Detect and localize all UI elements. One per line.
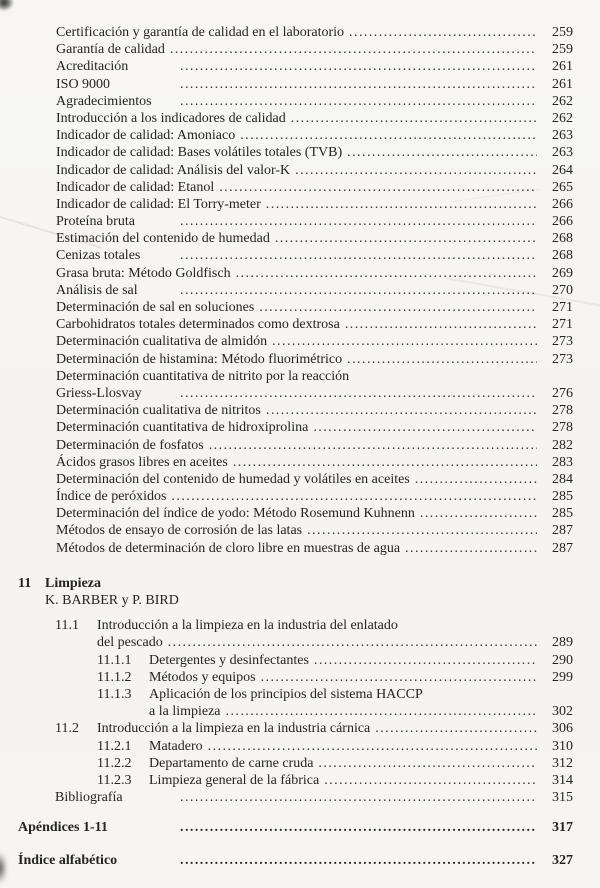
section-page: 314 [552,772,573,788]
dot-leader [171,488,537,505]
dot-leader [180,789,537,806]
toc-entry [56,230,573,247]
dot-leader [219,179,537,196]
chapter-section-row [97,652,573,669]
toc-entry-page: 266 [552,214,573,230]
back-matter-page: 317 [552,820,573,836]
toc-entry [56,437,573,454]
toc-entry [56,144,573,161]
toc-entry-page: 262 [552,110,573,126]
toc-entry-label: Determinación cualitativa de almidón [56,334,268,350]
toc-entry [56,522,573,539]
section-number: 11.2.3 [97,772,132,788]
toc-entry [56,282,573,299]
toc-entry [56,76,573,93]
chapter-title: Limpieza [45,575,101,591]
toc-entry-page: 263 [552,128,573,144]
dot-leader [349,24,537,41]
toc-entry [56,333,573,350]
toc-entry-label: Proteína bruta [56,214,135,230]
dot-leader [345,316,537,333]
dot-leader [236,265,537,282]
dot-leader [295,162,537,179]
toc-entry [56,110,573,127]
toc-entry [56,471,573,488]
toc-entry-page: 263 [552,145,573,161]
scan-artifact-corner-smudge [0,0,14,11]
dot-leader [180,247,537,264]
toc-entry-page: 285 [552,489,573,505]
toc-entry-label: Métodos de ensayo de corrosión de las latas [56,523,303,539]
dot-leader [180,76,537,93]
toc-entry-page: 261 [552,59,573,75]
dot-leader [208,738,537,755]
section-number: 11.1.1 [97,652,132,668]
dot-leader [291,110,537,127]
bibliography-entry [55,789,573,806]
toc-entry [56,454,573,471]
dot-leader [233,454,537,471]
toc-entry-page: 259 [552,25,573,40]
toc-entry-label: Certificación y garantía de calidad en el laboratorio [56,25,345,40]
toc-entry [56,213,573,230]
toc-entry [56,58,573,75]
section-label: Introducción a la limpieza en la industria del enlatado [97,618,398,634]
section-label: Aplicación de los principios del sistema HACCP [149,686,423,702]
chapter-number: 11 [18,575,32,591]
toc-entry-label: Indicador de calidad: Amoniaco [56,128,236,144]
toc-entry-label: Estimación del contenido de humedad [56,231,270,247]
section-label: del pescado [97,635,163,651]
toc-entry [56,505,573,522]
section-label: Métodos y equipos [149,669,256,685]
toc-entry [56,540,573,557]
dot-leader [180,213,537,230]
toc-entry [56,41,573,58]
toc-entry [56,419,573,436]
chapter-section-row [97,669,573,686]
section-label: a la limpieza [149,704,221,720]
toc-entry [56,265,573,282]
toc-entry [56,24,573,41]
toc-entry-page: 273 [552,334,573,350]
toc-entry-label: Determinación cualitativa de nitritos [56,403,261,419]
dot-leader [313,419,537,436]
toc-entry-label: Determinación de fosfatos [56,437,204,453]
toc-entry-label: Determinación cuantitativa de hidroxiprolina [56,420,309,436]
toc-entry-label: Introducción a los indicadores de calidad [56,110,286,126]
toc-entry [56,351,573,368]
toc-entry-page: 259 [552,42,573,58]
section-page: 299 [552,669,573,685]
section-label: Detergentes y desinfectantes [149,652,309,668]
back-matter-label: Índice alfabético [18,853,118,869]
toc-entry-label: Griess-Llosvay [56,385,142,401]
toc-entry-page: 282 [552,437,573,453]
toc-entry-label: Acreditación [56,59,129,75]
toc-entry-label: Índice de peróxidos [56,489,167,505]
section-number: 11.1 [55,618,79,634]
toc-entry-page: 261 [552,76,573,92]
toc-list [18,24,573,557]
dot-leader [170,41,537,58]
scan-artifact-edge-smudge [0,852,7,884]
toc-entry [56,368,573,385]
section-number: 11.1.2 [97,669,132,685]
dot-leader [318,755,537,772]
chapter-section-row [55,634,573,651]
dot-leader [180,58,537,75]
toc-entry-label: Determinación del contenido de humedad y volátiles en aceites [56,471,410,487]
bibliography-page: 315 [552,790,573,806]
section-label: Matadero [149,738,203,754]
dot-leader [420,505,537,522]
toc-entry-page: 269 [552,265,573,281]
chapter-section-row [97,703,573,720]
toc-entry [56,488,573,505]
back-matter-label: Apéndices 1-11 [18,820,108,836]
dot-leader [259,299,537,316]
toc-entry [56,247,573,264]
dot-leader [209,437,537,454]
toc-entry [56,127,573,144]
back-matter-entry [18,852,573,869]
toc-entry-page: 266 [552,196,573,212]
toc-entry-page: 265 [552,179,573,195]
toc-entry-page: 285 [552,506,573,522]
toc-entry-label: ISO 9000 [56,76,111,92]
toc-entry [56,162,573,179]
toc-entry-label: Análisis de sal [56,282,138,298]
dot-leader [266,402,537,419]
section-page: 312 [552,755,573,771]
toc-entry-page: 283 [552,454,573,470]
chapter-authors-row [45,592,573,609]
toc-entry-page: 264 [552,162,573,178]
dot-leader [226,703,537,720]
toc-entry-label: Métodos de determinación de cloro libre en muestras de agua [56,540,401,556]
section-label: Limpieza general de la fábrica [149,772,320,788]
section-page: 290 [552,652,573,668]
dot-leader [314,652,537,669]
chapter-section-row [97,738,573,755]
dot-leader [168,634,537,651]
toc-entry-label: Indicador de calidad: El Torry-meter [56,196,261,212]
toc-entry-page: 268 [552,231,573,247]
dot-leader [275,230,537,247]
toc-entry [56,402,573,419]
chapter-section-row [55,617,573,634]
chapter-section-row [97,686,573,703]
section-number: 11.2 [55,721,79,737]
dot-leader [272,333,537,350]
toc-entry [56,385,573,402]
toc-entry-page: 262 [552,93,573,109]
dot-leader [307,522,537,539]
dot-leader [240,127,537,144]
dot-leader [324,772,537,789]
toc-entry-page: 278 [552,403,573,419]
toc-entry-label: Agradecimientos [56,93,152,109]
toc-entry-label: Determinación cuantitativa de nitrito por la reacción [56,368,350,384]
toc-entry-page: 271 [552,300,573,315]
toc-entry-page: 276 [552,385,573,401]
toc-entry-page: 287 [552,523,573,539]
dot-leader [375,720,537,737]
toc-entry-label: Cenizas totales [56,248,141,264]
section-page: 302 [552,704,573,720]
back-matter [18,819,573,869]
chapter-section-row [97,772,573,789]
toc-entry [56,179,573,196]
dot-leader [180,819,537,836]
toc-entry-page: 284 [552,471,573,487]
toc-entry-page: 268 [552,248,573,264]
bibliography-label: Bibliografía [55,790,123,806]
chapter-sections [18,617,573,789]
dot-leader [347,144,537,161]
dot-leader [180,93,537,110]
back-matter-entry [18,819,573,836]
toc-entry-label: Grasa bruta: Método Goldfisch [56,265,231,281]
toc-entry-label: Indicador de calidad: Bases volátiles totales (TVB) [56,145,343,161]
toc-entry-page: 271 [552,317,573,333]
toc-entry [56,93,573,110]
dot-leader [180,385,537,402]
toc-entry-label: Determinación de histamina: Método fluorimétrico [56,351,343,367]
toc-entry-page: 287 [552,540,573,556]
section-number: 11.2.2 [97,755,132,771]
section-label: Departamento de carne cruda [149,755,314,771]
section-number: 11.1.3 [97,686,132,702]
dot-leader [347,351,537,368]
toc-entry [56,299,573,316]
dot-leader [266,196,537,213]
back-matter-page: 327 [552,853,573,869]
toc-entry-label: Carbohidratos totales determinados como dextrosa [56,317,340,333]
chapter-heading [18,575,573,592]
dot-leader [405,540,537,557]
toc-entry-page: 278 [552,420,573,436]
section-page: 310 [552,738,573,754]
dot-leader [180,852,537,869]
chapter-section-row [55,720,573,737]
toc-entry [56,316,573,333]
dot-leader [261,669,537,686]
toc-entry-label: Determinación de sal en soluciones [56,300,255,315]
section-number: 11.2.1 [97,738,132,754]
toc-entry [56,196,573,213]
toc-entry-label: Indicador de calidad: Análisis del valor-K [56,162,291,178]
section-page: 289 [552,635,573,651]
toc-entry-page: 270 [552,282,573,298]
dot-leader [415,471,537,488]
toc-entry-label: Indicador de calidad: Etanol [56,179,215,195]
chapter-authors: K. BARBER y P. BIRD [45,593,179,608]
toc-entry-page: 273 [552,351,573,367]
toc-entry-label: Ácidos grasos libres en aceites [56,454,228,470]
toc-entry-label: Garantía de calidad [56,42,165,58]
toc-entry-label: Determinación del índice de yodo: Método Rosemund Kuhnenn [56,506,415,522]
chapter-section-row [97,755,573,772]
section-page: 306 [552,721,573,737]
section-label: Introducción a la limpieza en la industria cárnica [97,721,371,737]
